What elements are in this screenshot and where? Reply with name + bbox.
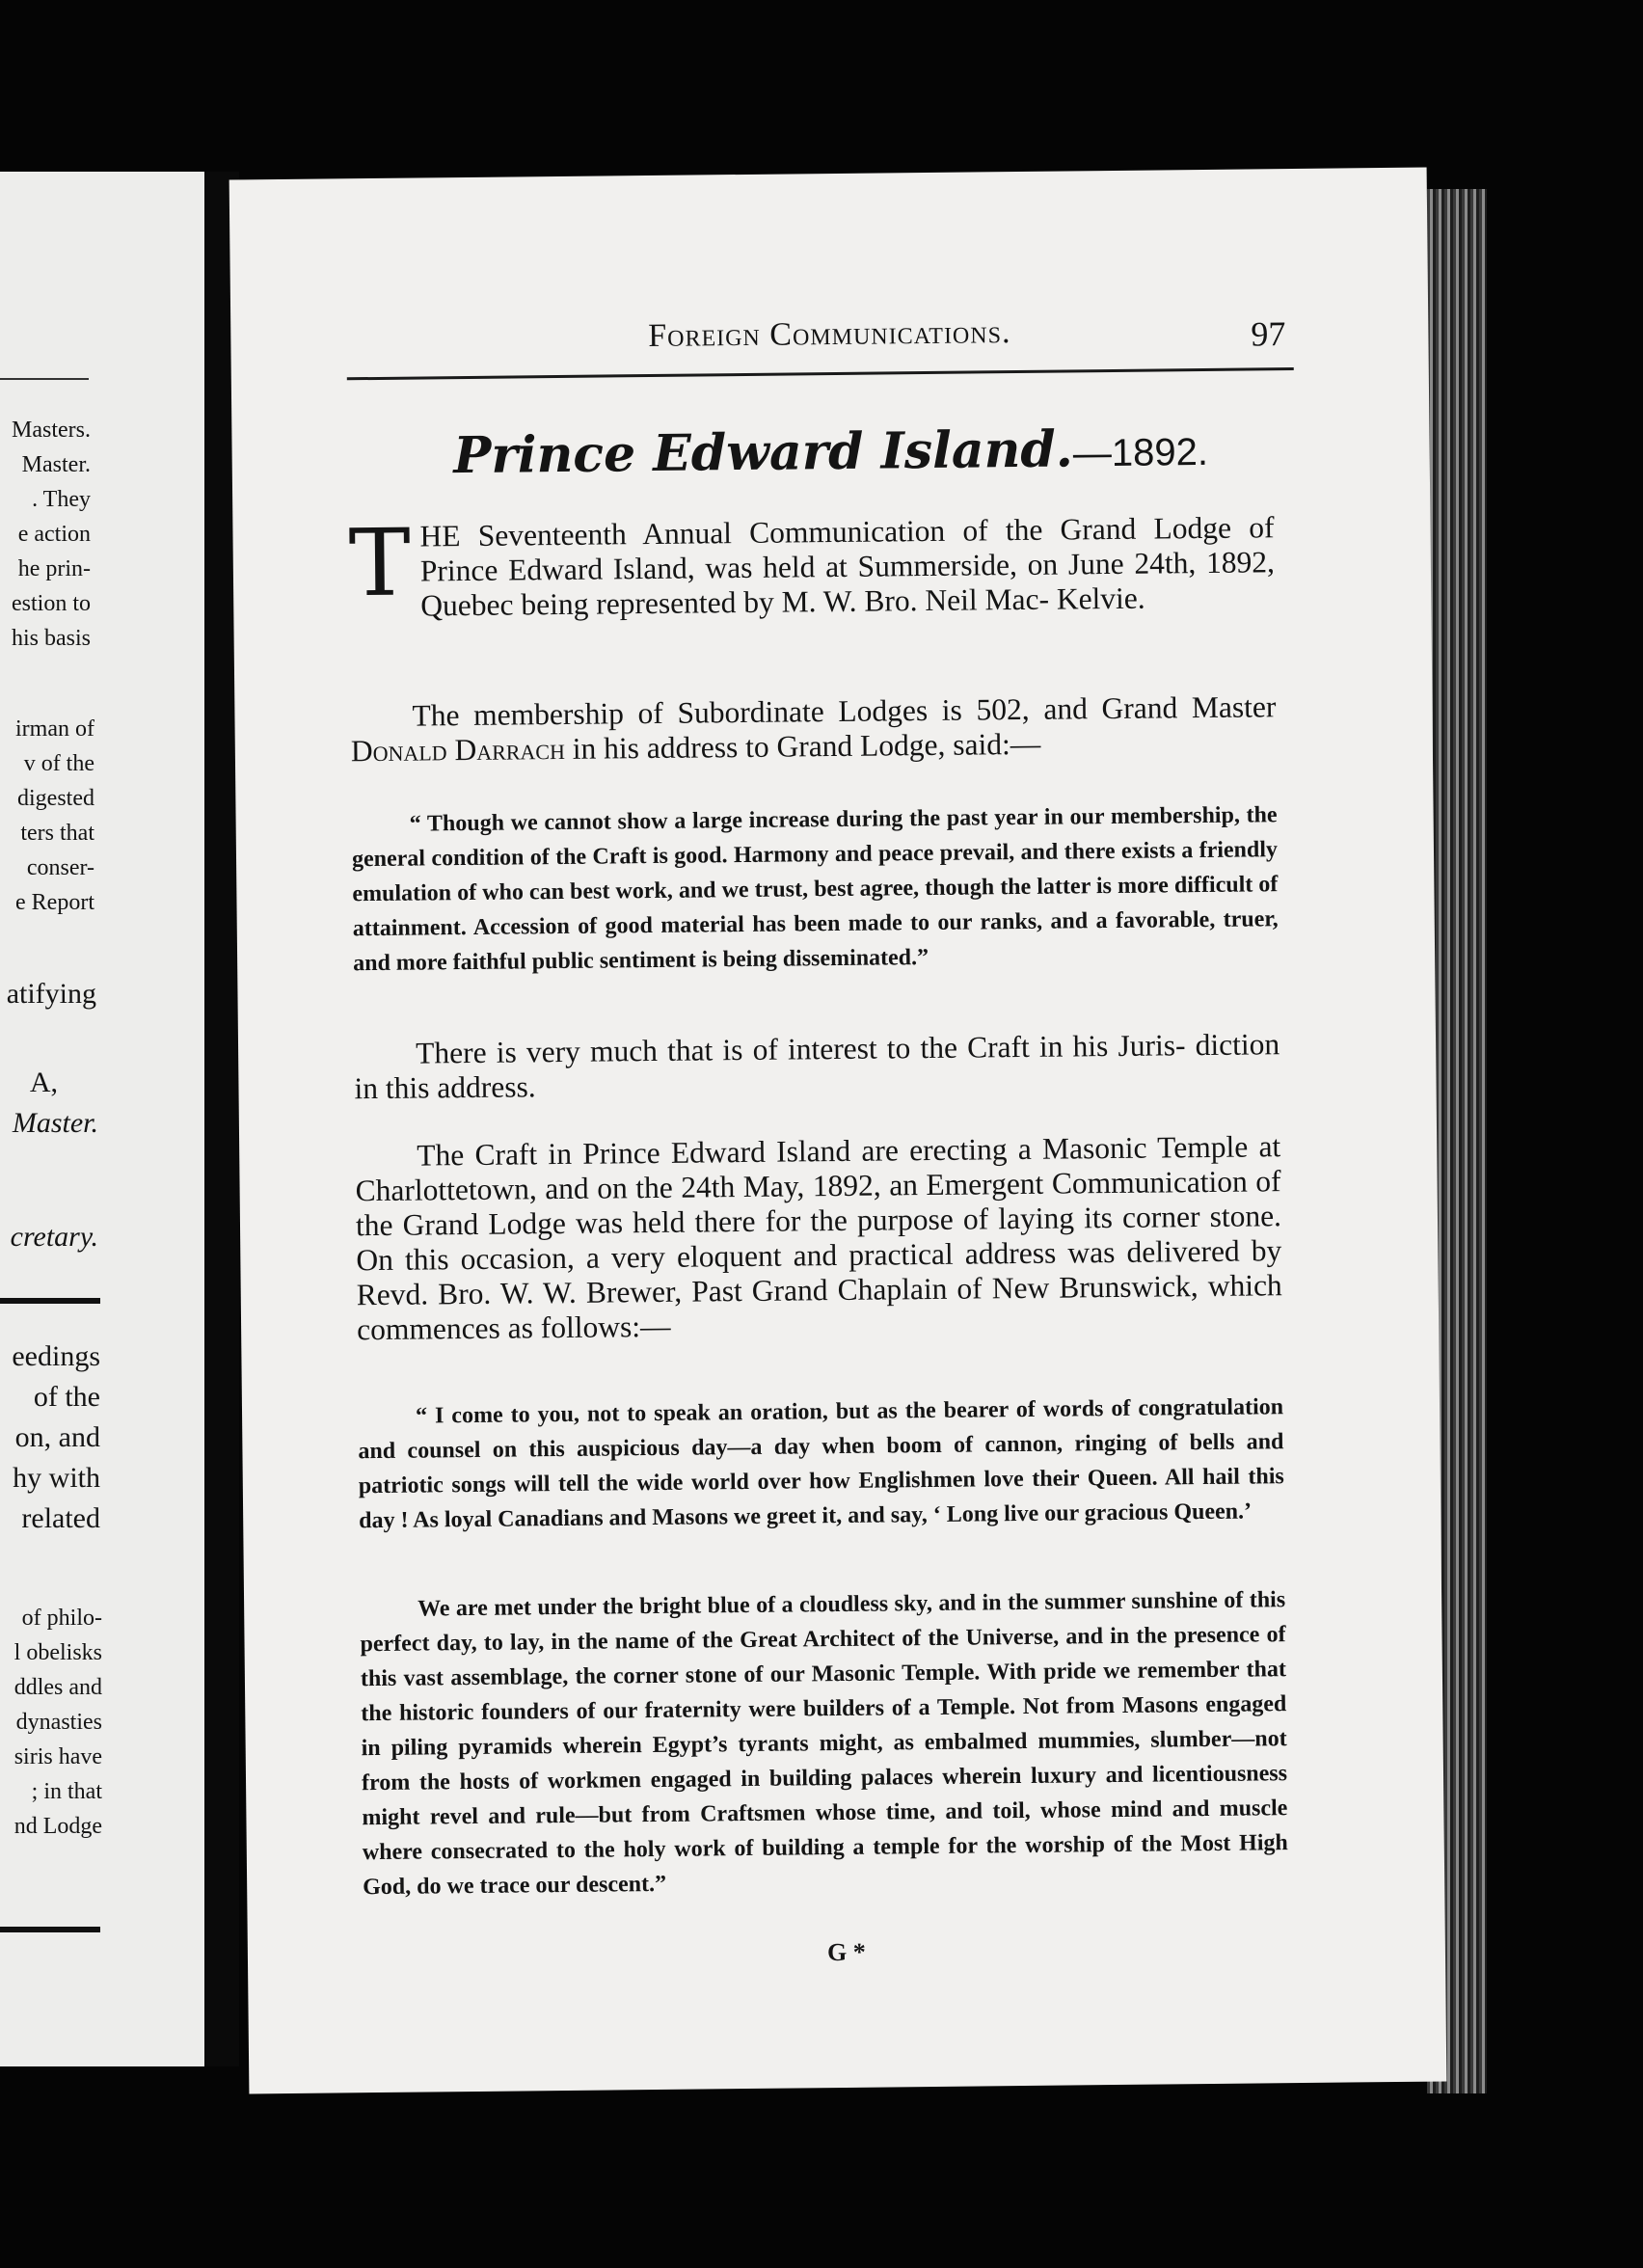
- left-line: Master.: [21, 452, 91, 477]
- left-page-rule: [0, 378, 89, 380]
- paragraph-4-text: The Craft in Prince Edward Island are erecting a Masonic Temple at Charlottetown, and on the 24th May, 1892, an Emergent Communication of the Grand Lodge was held there for the purpose of laying its corner stone. On this occasion, a very eloquent and practical address was delivered by Revd. Bro. W. W. Brewer, Past Grand Chaplain of New Brunswick, which commences as follows:—: [355, 1129, 1282, 1347]
- left-line: on, and: [14, 1421, 100, 1453]
- left-line: atifying: [6, 978, 96, 1010]
- left-page-rule-thick: [0, 1298, 100, 1304]
- quote-1-text: “ Though we cannot show a large increase during the past year in our membership, the general condition of the Craft is good. Harmony and peace prevail, and there exists a friendly emulation of who can best work, and we trust, best agree, though the latter is more difficult of attainment. Accession of good material has been made to our ranks, and a favorable, truer, and more faithful public sentiment is being disseminated.”: [351, 802, 1279, 977]
- section-title: [231, 417, 1430, 488]
- paragraph-2-text-b: in his address to Grand Lodge, said:—: [564, 726, 1041, 766]
- left-line: A,: [29, 1066, 58, 1098]
- left-line: conser-: [26, 855, 94, 880]
- left-line: he prin-: [17, 556, 91, 581]
- quote-1: [351, 797, 1279, 981]
- left-line: Masters.: [12, 418, 91, 443]
- left-line: digested: [17, 786, 94, 811]
- left-line: eedings: [12, 1340, 100, 1372]
- title-text: Prince Edward Island.: [453, 419, 1074, 486]
- paragraph-2: [350, 689, 1277, 769]
- main-page: [229, 168, 1447, 2094]
- left-page-rule-thick: [0, 1927, 100, 1932]
- paragraph-2-text-a: The membership of Subordinate Lodges is 502, and Grand Master: [412, 689, 1277, 733]
- quote-2: [358, 1390, 1284, 1538]
- left-line: Master.: [12, 1107, 98, 1139]
- left-page-fragment: [0, 172, 204, 2066]
- header-rule: [347, 367, 1294, 380]
- left-line: l obelisks: [13, 1640, 102, 1665]
- left-line: of the: [33, 1381, 100, 1413]
- signature-mark: G *: [826, 1937, 866, 1967]
- drop-cap: T: [348, 508, 412, 618]
- quote-3: [360, 1582, 1288, 1904]
- left-line: hy with: [13, 1462, 100, 1494]
- left-line: dynasties: [15, 1710, 102, 1735]
- left-line: related: [21, 1502, 100, 1534]
- paragraph-1-text: HE Seventeenth Annual Communication of the Grand Lodge of Prince Edward Island, was held at Summerside, on June 24th, 1892, Quebec being represented by M. W. Bro. Neil Mac- Kelvie.: [419, 510, 1276, 623]
- left-line: e action: [17, 522, 91, 547]
- paragraph-4: [355, 1129, 1282, 1347]
- left-line: estion to: [12, 591, 91, 616]
- paragraph-1: [348, 510, 1275, 624]
- quote-2-text: “ I come to you, not to speak an oration, but as the bearer of words of congratulation and counsel on this auspicious day—a day when boom of cannon, ringing of bells and patriotic songs will tell the wide world over how Englishmen love their Queen. All hail this day ! As loyal Canadians and Masons we greet it, and say, ‘ Long live our gracious Queen.’: [358, 1394, 1284, 1534]
- left-line: his basis: [11, 626, 91, 651]
- paragraph-3: [354, 1027, 1280, 1106]
- left-line: v of the: [23, 751, 94, 776]
- left-line: irman of: [15, 716, 94, 742]
- paragraph-3-text: There is very much that is of interest to the Craft in his Juris- diction in this address.: [354, 1027, 1280, 1106]
- left-line: . They: [32, 487, 91, 512]
- left-line: ddles and: [13, 1675, 102, 1700]
- left-line: nd Lodge: [13, 1814, 102, 1839]
- left-line: ters that: [20, 821, 94, 846]
- grand-master-name: Donald Darrach: [350, 731, 566, 769]
- left-line: e Report: [15, 890, 94, 915]
- left-line: siris have: [13, 1744, 102, 1769]
- quote-3-text: We are met under the bright blue of a cloudless sky, and in the summer sunshine of this perfect day, to lay, in the name of the Great Architect of the Universe, and in the presence of this vast assemblage, the corner stone of our Masonic Temple. With pride we remember that the historic founders of our fraternity were builders of a Temple. Not from Masons engaged in piling pyramids wherein Egypt’s tyrants might, as embalmed mummies, slumber—not from the hosts of workmen engaged in building palaces wherein luxury and licentiousness might revel and rule—but from Craftsmen whose time, and toil, whose mind and muscle where consecrated to the holy work of building a temple for the worship of the Most High God, do we trace our descent.”: [360, 1587, 1288, 1901]
- running-head: Foreign Communications.: [648, 314, 1011, 355]
- left-line: ; in that: [31, 1779, 102, 1804]
- left-line: cretary.: [10, 1221, 98, 1253]
- page-number: 97: [1251, 314, 1286, 354]
- left-line: of philo-: [21, 1606, 102, 1631]
- title-year: —1892.: [1072, 430, 1209, 475]
